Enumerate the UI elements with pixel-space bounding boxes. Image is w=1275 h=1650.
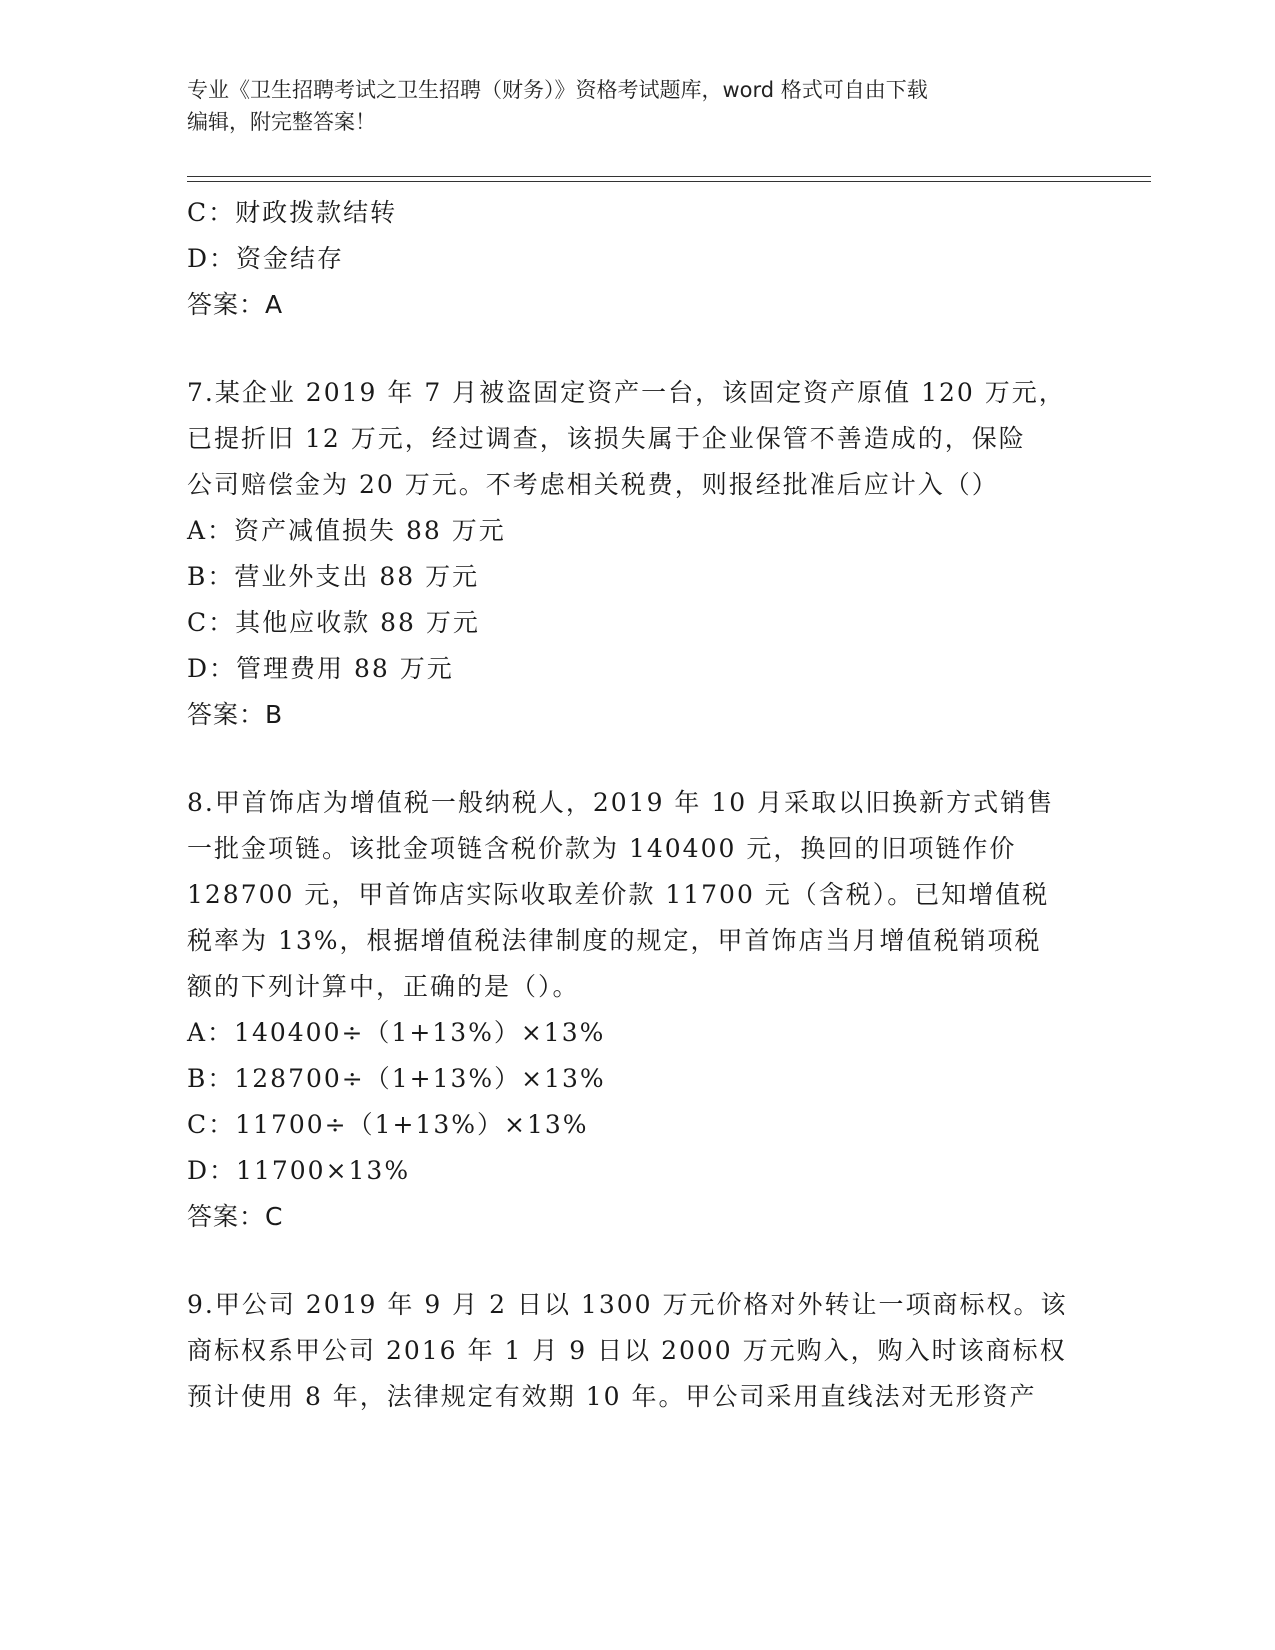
question-stem-line: 一批金项链。该批金项链含税价款为 140400 元，换回的旧项链作价 [187,834,1017,863]
option-d: D：11700×13% [187,1156,411,1185]
question-stem-line: 预计使用 8 年，法律规定有效期 10 年。甲公司采用直线法对无形资产 [187,1382,1037,1411]
document-body [187,190,1087,1420]
question-8 [187,780,1087,1240]
header-divider-top [187,176,1151,177]
question-stem-line: 128700 元，甲首饰店实际收取差价款 11700 元（含税）。已知增值税 [187,880,1050,909]
option-a: A：140400÷（1+13%）×13% [187,1018,606,1047]
answer-line: 答案：A [187,290,284,319]
question-stem-line: 公司赔偿金为 20 万元。不考虑相关税费，则报经批准后应计入（） [187,470,999,499]
question-stem-line: 9.甲公司 2019 年 9 月 2 日以 1300 万元价格对外转让一项商标权。该 [187,1290,1068,1319]
option-d: D：管理费用 88 万元 [187,654,454,683]
option-b: B：128700÷（1+13%）×13% [187,1064,606,1093]
question-stem-line: 税率为 13%，根据增值税法律制度的规定，甲首饰店当月增值税销项税 [187,926,1042,955]
option-c: C：财政拨款结转 [187,198,398,227]
answer-line: 答案：B [187,700,284,729]
header-line-2: 编辑，附完整答案！ [187,110,376,134]
question-stem-line: 商标权系甲公司 2016 年 1 月 9 日以 2000 万元购入，购入时该商标权 [187,1336,1067,1365]
question-7 [187,370,1087,738]
answer-line: 答案：C [187,1202,284,1231]
question-6-tail [187,190,1087,328]
option-d: D：资金结存 [187,244,345,273]
header-line-1: 专业《卫生招聘考试之卫生招聘（财务）》资格考试题库，word 格式可自由下载 [187,78,928,102]
option-a: A：资产减值损失 88 万元 [187,516,506,545]
question-stem-line: 额的下列计算中，正确的是（）。 [187,972,580,1001]
question-stem-line: 已提折旧 12 万元，经过调查，该损失属于企业保管不善造成的，保险 [187,424,1026,453]
option-b: B：营业外支出 88 万元 [187,562,480,591]
document-header [187,74,1087,138]
header-divider-bottom [187,181,1151,182]
question-stem-line: 8.甲首饰店为增值税一般纳税人，2019 年 10 月采取以旧换新方式销售 [187,788,1055,817]
question-stem-line: 7.某企业 2019 年 7 月被盗固定资产一台，该固定资产原值 120 万元， [187,378,1066,407]
question-9 [187,1282,1087,1420]
option-c: C：其他应收款 88 万元 [187,608,480,637]
option-c: C：11700÷（1+13%）×13% [187,1110,589,1139]
